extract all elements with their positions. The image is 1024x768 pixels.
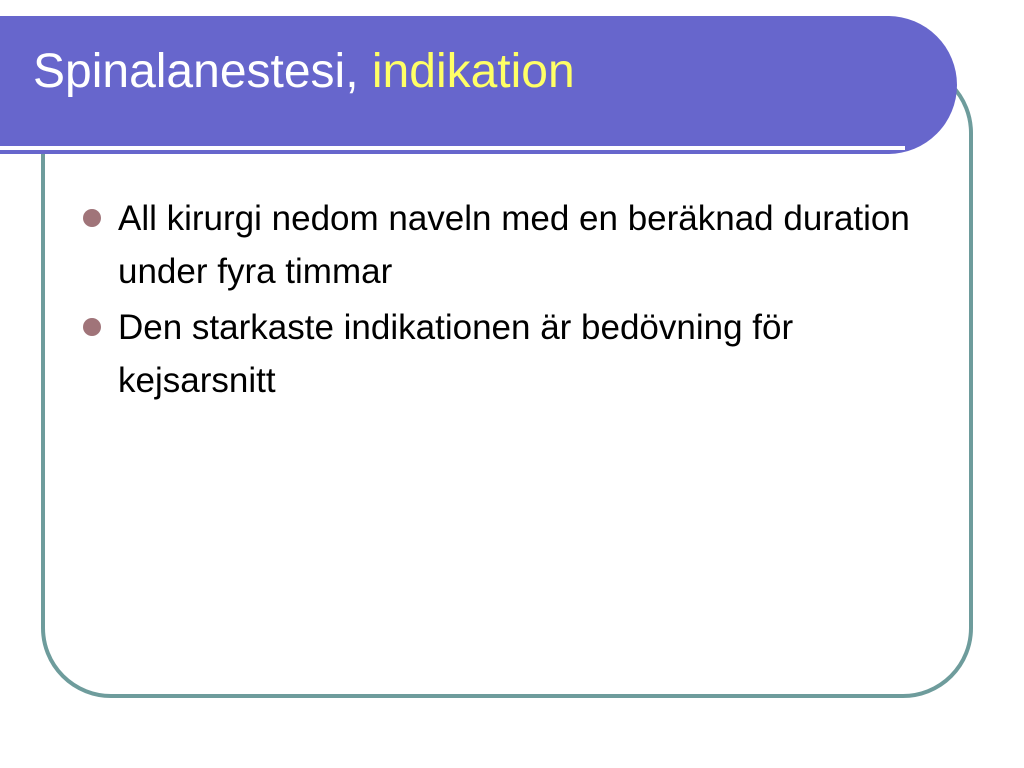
bullet-dot-icon bbox=[83, 318, 101, 336]
bullet-dot-icon bbox=[83, 209, 101, 227]
bullet-list bbox=[82, 192, 952, 410]
bullet-text: All kirurgi nedom naveln med en beräknad duration under fyra timmar bbox=[118, 199, 910, 291]
bullet-item bbox=[82, 192, 952, 298]
slide-title-accent: indikation bbox=[371, 45, 575, 98]
slide-title-main: Spinalanestesi, bbox=[33, 45, 372, 98]
bullet-text: Den starkaste indikationen är bedövning för kejsarsnitt bbox=[118, 308, 794, 400]
bullet-item bbox=[82, 301, 952, 407]
title-underline bbox=[0, 146, 905, 150]
slide-title bbox=[33, 46, 575, 99]
